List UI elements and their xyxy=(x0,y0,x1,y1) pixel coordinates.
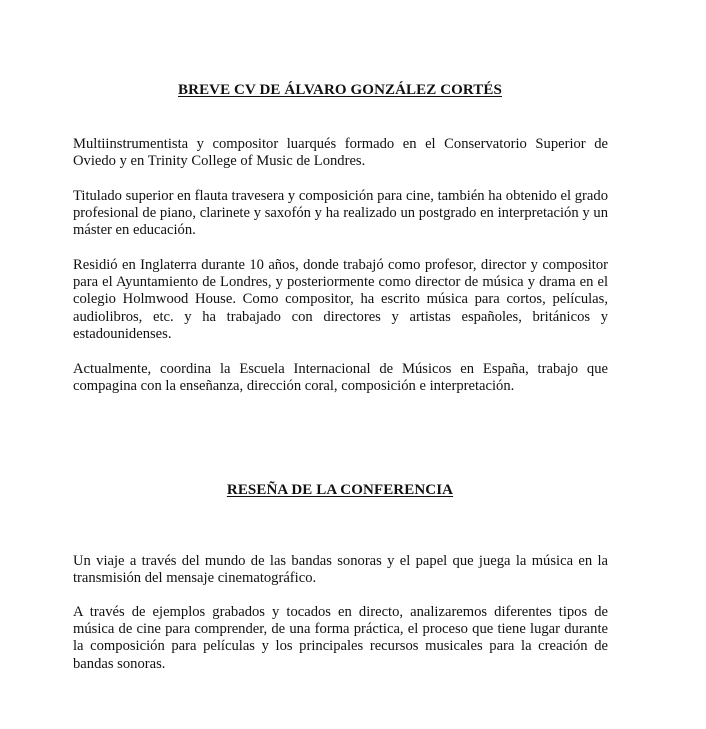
cv-heading: BREVE CV DE ÁLVARO GONZÁLEZ CORTÉS xyxy=(178,82,502,98)
cv-paragraph-qualifications: Titulado superior en flauta travesera y composición para cine, también ha obtenido el grado profesional de piano, clarinete y saxofón y ha realizado un postgrado en interpretación y un máster en educación. xyxy=(73,188,608,239)
conference-paragraph-intro: Un viaje a través del mundo de las bandas sonoras y el papel que juega la música en la transmisión del mensaje cinematográfico. xyxy=(73,553,608,587)
conference-heading: RESEÑA DE LA CONFERENCIA xyxy=(226,482,454,498)
cv-paragraph-current: Actualmente, coordina la Escuela Internacional de Músicos en España, trabajo que compagina con la enseñanza, dirección coral, composición e interpretación. xyxy=(73,361,608,395)
cv-paragraph-training: Multiinstrumentista y compositor luarqués formado en el Conservatorio Superior de Oviedo y en Trinity College of Music de Londres. xyxy=(73,136,608,170)
conference-paragraph-details: A través de ejemplos grabados y tocados en directo, analizaremos diferentes tipos de música de cine para comprender, de una forma práctica, el proceso que tiene lugar durante la composición para películas y los principales recursos musicales para la creación de bandas sonoras. xyxy=(73,604,608,672)
cv-paragraph-england: Residió en Inglaterra durante 10 años, donde trabajó como profesor, director y compositor para el Ayuntamiento de Londres, y posteriormente como director de música y drama en el colegio Holmwood House. Como compositor, ha escrito música para cortos, películas, audiolibros, etc. y ha trabajado con directores y artistas españoles, británicos y estadounidenses. xyxy=(73,257,608,342)
